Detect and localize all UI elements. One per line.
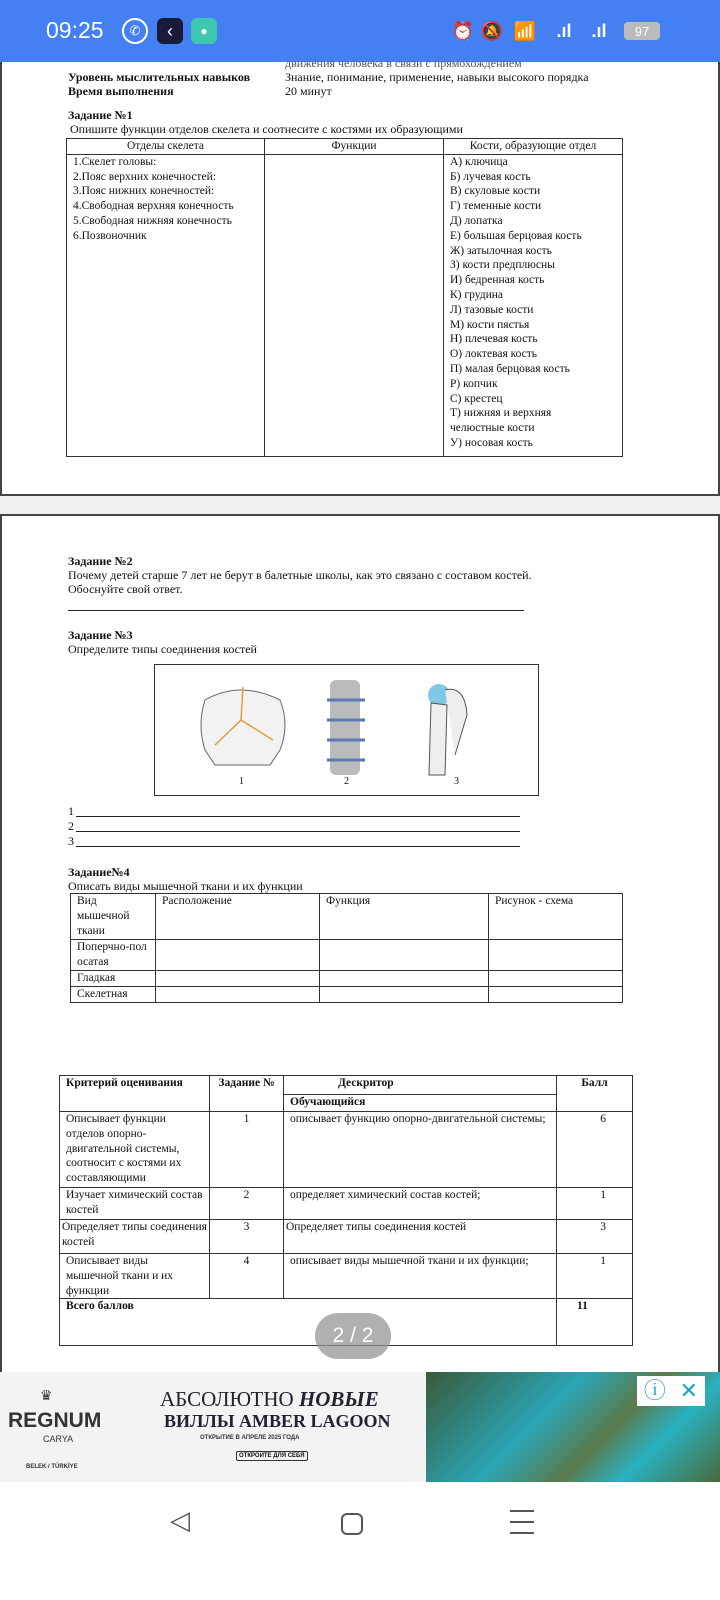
- task2-text2: Обоснуйте свой ответ.: [68, 582, 183, 596]
- spine-illustration: [327, 680, 365, 775]
- header-function: Функция: [320, 894, 489, 940]
- section-item: 6.Позвоночник: [73, 229, 147, 242]
- criteria-score: 3: [557, 1220, 633, 1254]
- bone-item: Д) лопатка: [450, 214, 503, 227]
- answer-line[interactable]: [68, 610, 524, 611]
- bone-item: З) кости предплюсны: [450, 259, 555, 272]
- answer-3-line[interactable]: [76, 846, 520, 847]
- cut-text: движения человека в связи с прямохождением: [285, 56, 522, 70]
- criteria-descriptor: описывает функцию опорно-двигательной системы;: [284, 1112, 557, 1188]
- answer-2-line[interactable]: [76, 831, 520, 832]
- criteria-criterion: Изучает химический состав костей: [60, 1188, 210, 1220]
- task4-text: Описать виды мышечной ткани и их функции: [68, 879, 303, 893]
- ad-brand-loc: BELEK / TÜRKİYE: [26, 1464, 78, 1470]
- criteria-score: 1: [557, 1254, 633, 1299]
- header-location: Расположение: [156, 894, 320, 940]
- caption-1: 1: [239, 776, 244, 787]
- criteria-table: [59, 1075, 633, 1346]
- task1-text: Опишите функции отделов скелета и соотнесите с костями их образующими: [70, 122, 463, 136]
- ad-cta-button[interactable]: ОТКРОЙТЕ ДЛЯ СЕБЯ: [236, 1451, 308, 1461]
- page-indicator: 2 / 2: [315, 1313, 391, 1359]
- functions-cell[interactable]: [265, 154, 444, 456]
- bone-item: В) скуловые кости: [450, 185, 541, 198]
- bone-item: К) грудина: [450, 288, 503, 301]
- total-value: 11: [557, 1299, 633, 1346]
- document-page-1: [0, 56, 720, 494]
- page-gap: [0, 494, 720, 516]
- bone-item: Е) большая берцовая кость: [450, 229, 582, 242]
- ad-controls: [637, 1376, 705, 1406]
- header-learner: Обучающийся: [284, 1095, 557, 1112]
- battery-level: 97: [634, 23, 650, 39]
- criteria-row: [60, 1254, 633, 1299]
- answer-2-label: 2: [68, 819, 74, 833]
- criteria-descriptor: описывает виды мышечной ткани и их функции;: [284, 1254, 557, 1299]
- ad-headline-1-text: АБСОЛЮТНО: [160, 1387, 299, 1411]
- whatsapp-icon: ✆: [122, 18, 148, 44]
- header-bones: Кости, образующие отдел: [444, 139, 623, 155]
- answer-1-line[interactable]: [76, 816, 520, 817]
- section-item: 4.Свободная верхняя конечность: [73, 200, 234, 213]
- row-label: Поперчно-полосатая: [71, 940, 156, 971]
- ad-headline-1-em: НОВЫЕ: [298, 1387, 379, 1411]
- criteria-criterion: Описывает виды мышечной ткани и их функции: [60, 1254, 210, 1299]
- ad-brand: REGNUM: [8, 1409, 102, 1432]
- section-item: 3.Пояс нижних конечностей:: [73, 185, 215, 198]
- criteria-task: 4: [210, 1254, 284, 1299]
- task4-title: Задание№4: [68, 865, 130, 879]
- bone-item: А) ключица: [450, 155, 508, 168]
- criteria-criterion: Описывает функции отделов опорно-двигательной системы, соотносит с костями их составляющими: [60, 1112, 210, 1188]
- criteria-criterion: Определяет типы соединения костей: [60, 1220, 210, 1254]
- criteria-descriptor: определяет химический состав костей;: [284, 1188, 557, 1220]
- app-icon-2: ●: [191, 18, 217, 44]
- bone-item: О) локтевая кость: [450, 348, 538, 361]
- bone-item: У) носовая кость: [450, 436, 533, 449]
- bone-item: И) бедренная кость: [450, 274, 545, 287]
- answer-3-label: 3: [68, 834, 74, 848]
- ad-info-icon[interactable]: ⓘ: [643, 1378, 666, 1403]
- signal-icon: .ıl: [556, 20, 572, 41]
- joints-figure: [154, 664, 539, 796]
- total-label: Всего баллов: [60, 1299, 557, 1346]
- section-item: 5.Свободная нижняя конечность: [73, 214, 232, 227]
- back-icon[interactable]: ◁: [170, 1506, 190, 1535]
- caption-2: 2: [344, 776, 349, 787]
- document-page-2: [0, 516, 720, 1372]
- criteria-task: 2: [210, 1188, 284, 1220]
- header-descriptor: Дескритор: [284, 1076, 557, 1095]
- row-label: Гладкая: [71, 971, 156, 987]
- skill-label: Уровень мыслительных навыков: [68, 70, 251, 84]
- navigation-bar: [0, 1482, 720, 1600]
- criteria-score: 6: [557, 1112, 633, 1188]
- header-task: Задание №: [210, 1076, 284, 1112]
- bone-item: М) кости пястья: [450, 318, 530, 331]
- alarm-icon: ⏰: [451, 20, 475, 41]
- muscle-table: [70, 893, 623, 1003]
- clock: 09:25: [46, 17, 104, 43]
- bone-item: Т) нижняя и верхняя челюстные кости: [450, 407, 552, 435]
- bone-item: Г) теменные кости: [450, 200, 542, 213]
- header-criterion: Критерий оценивания: [60, 1076, 210, 1112]
- section-item: 2.Пояс верхних конечностей:: [73, 170, 216, 183]
- criteria-task: 3: [210, 1220, 284, 1254]
- caption-3: 3: [454, 776, 459, 787]
- wifi-icon: 📶: [513, 20, 537, 41]
- bone-item: Н) плечевая кость: [450, 333, 538, 346]
- bone-item: Б) лучевая кость: [450, 170, 531, 183]
- criteria-descriptor: Определяет типы соединения костей: [284, 1220, 557, 1254]
- sections-cell: [67, 154, 265, 456]
- mute-icon: 🔕: [480, 20, 504, 41]
- criteria-row: [60, 1220, 633, 1254]
- skill-value: Знание, понимание, применение, навыки высокого порядка: [285, 70, 589, 84]
- logo-crown-icon: ♛: [40, 1389, 53, 1404]
- ad-subtitle: ОТКРЫТИЕ В АПРЕЛЕ 2025 ГОДА: [200, 1435, 300, 1441]
- home-icon[interactable]: [341, 1513, 363, 1535]
- task3-title: Задание №3: [68, 628, 133, 642]
- ad-close-icon[interactable]: ✕: [679, 1378, 699, 1403]
- bone-item: Ж) затылочная кость: [450, 244, 552, 257]
- header-type: Вид мышечной ткани: [71, 894, 156, 940]
- bone-item: П) малая берцовая кость: [450, 362, 570, 375]
- bone-item: С) крестец: [450, 392, 503, 405]
- menu-icon[interactable]: [510, 1510, 534, 1534]
- section-item: 1.Скелет головы:: [73, 155, 157, 168]
- app-icon: ‹: [157, 18, 183, 44]
- signal-icon-2: .ıl: [591, 20, 607, 41]
- task1-title: Задание №1: [68, 108, 133, 122]
- time-value: 20 минут: [285, 84, 332, 98]
- criteria-row: [60, 1112, 633, 1188]
- ad-headline-2: ВИЛЛЫ AMBER LAGOON: [164, 1411, 391, 1431]
- criteria-task: 1: [210, 1112, 284, 1188]
- header-functions: Функции: [265, 139, 444, 155]
- answer-1-label: 1: [68, 804, 74, 818]
- skeleton-table: [66, 138, 623, 457]
- criteria-score: 1: [557, 1188, 633, 1220]
- header-sections: Отделы скелета: [67, 139, 265, 155]
- bones-cell: [444, 154, 623, 456]
- bone-item: Л) тазовые кости: [450, 303, 534, 316]
- criteria-row: [60, 1188, 633, 1220]
- time-label: Время выполнения: [68, 84, 174, 98]
- status-bar: [0, 0, 720, 62]
- header-score: Балл: [557, 1076, 633, 1112]
- header-drawing: Рисунок - схема: [489, 894, 623, 940]
- bone-item: Р) копчик: [450, 377, 498, 390]
- ad-headline-1: [160, 1388, 379, 1410]
- task3-text: Определите типы соединения костей: [68, 642, 257, 656]
- ad-banner[interactable]: [0, 1372, 720, 1482]
- task2-title: Задание №2: [68, 554, 133, 568]
- task2-text: Почему детей старше 7 лет не берут в балетные школы, как это связано с составом костей.: [68, 568, 532, 582]
- ad-brand-sub: CARYA: [43, 1434, 74, 1444]
- battery-icon: [624, 22, 660, 40]
- row-label: Скелетная: [71, 987, 156, 1003]
